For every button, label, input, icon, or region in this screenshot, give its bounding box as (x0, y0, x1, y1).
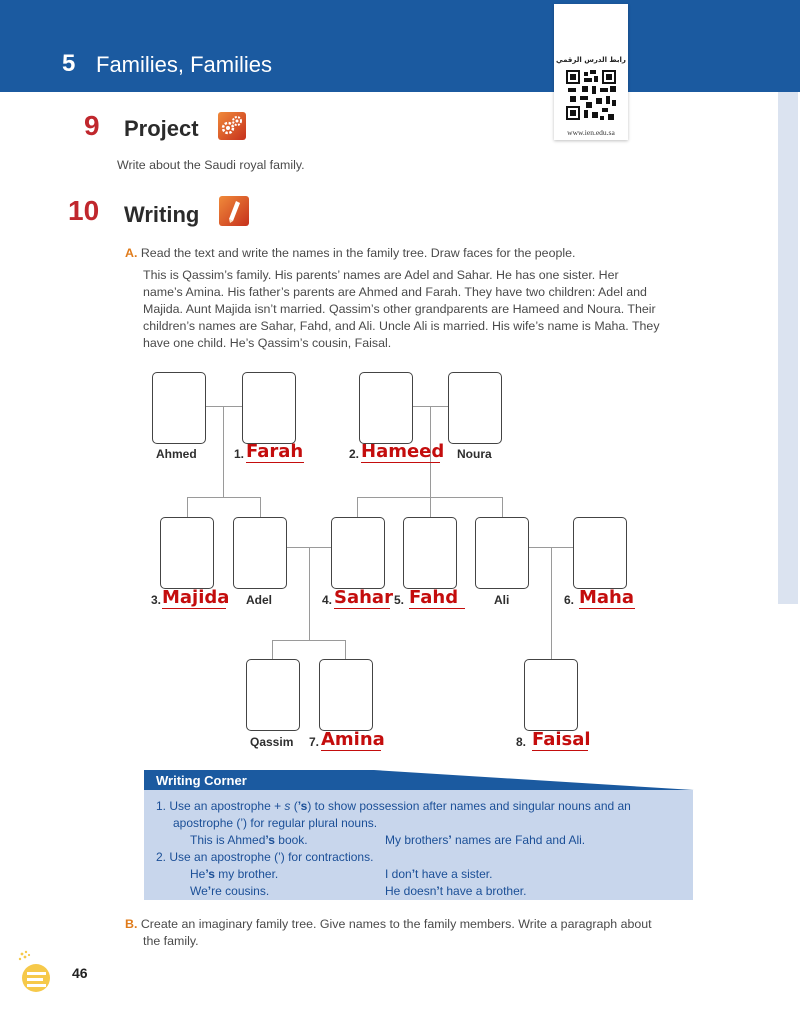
blank-answer[interactable]: Majida (162, 587, 230, 608)
blank-number: 3. (151, 593, 162, 607)
blank-answer[interactable]: Fahd (409, 588, 465, 609)
project-number: 9 (84, 110, 100, 141)
example-sentence: This is Ahmed’s book. (190, 833, 308, 847)
example-sentence: He’s my brother. (190, 867, 279, 881)
part-b-instruction: B. Create an imaginary family tree. Give names to the family members. Write a paragraph about (125, 917, 652, 931)
name-label: Qassim (250, 735, 294, 749)
rule-2: 2. Use an apostrophe (’) for contractions. (156, 850, 374, 864)
project-title: Project (124, 116, 199, 141)
passage-line: have one child. He’s Qassim’s cousin, Faisal. (143, 336, 392, 350)
tree-connector (430, 497, 431, 517)
tree-connector (260, 497, 261, 517)
portrait-frame[interactable] (160, 517, 214, 589)
portrait-frame[interactable] (233, 517, 287, 589)
portrait-frame[interactable] (475, 517, 529, 589)
example-sentence: I don’t have a sister. (385, 867, 493, 881)
tree-connector (272, 640, 346, 641)
rule-1-line-1: 1. Use an apostrophe + s (’s) to show possession after names and singular nouns and an (156, 799, 631, 813)
example-sentence: We’re cousins. (190, 884, 270, 898)
example-sentence: My brothers’ names are Fahd and Ali. (385, 833, 586, 847)
unit-number: 5 (62, 50, 76, 77)
qr-title: رابط الدرس الرقمي (556, 56, 626, 64)
blank-number: 8. (516, 735, 527, 749)
side-margin-bar (778, 92, 798, 604)
passage-line: name’s Amina. His father’s parents are Ahmed and Farah. They have two children: Adel and (143, 285, 647, 299)
part-b-letter: B. (125, 917, 138, 931)
example-sentence: He doesn’t have a brother. (385, 884, 527, 898)
tree-connector (357, 497, 358, 517)
portrait-frame[interactable] (403, 517, 457, 589)
name-label: Ali (494, 593, 510, 607)
page-number: 46 (72, 965, 88, 981)
blank-number: 7. (309, 735, 320, 749)
writing-number: 10 (68, 195, 100, 226)
name-label: Ahmed (156, 447, 197, 461)
unit-header-band (0, 0, 800, 92)
portrait-frame[interactable] (152, 372, 206, 444)
name-label: Adel (246, 593, 273, 607)
passage-line: Majida. Aunt Majida isn’t married. Qassim’s other grandparents are Hameed and Noura. Their (143, 302, 656, 316)
portrait-frame[interactable] (359, 372, 413, 444)
part-a-instruction: Read the text and write the names in the family tree. Draw faces for the people. (140, 246, 576, 260)
pencil-icon (219, 196, 249, 226)
blank-answer[interactable]: Amina (321, 729, 385, 750)
blank-answer[interactable]: Maha (579, 587, 635, 608)
publisher-logo-icon (18, 950, 54, 994)
tree-connector (551, 547, 552, 659)
part-a-passage (143, 267, 660, 352)
project-instruction: Write about the Saudi royal family. (117, 158, 305, 172)
part-a-letter: A. (125, 246, 138, 260)
writing-title: Writing (124, 202, 200, 227)
tree-connector (187, 497, 261, 498)
writing-corner-title: Writing Corner (156, 773, 247, 788)
portrait-frame[interactable] (246, 659, 300, 731)
blank-answer[interactable]: Farah (246, 441, 304, 462)
blank-answer[interactable]: Sahar (334, 587, 393, 608)
portrait-frame[interactable] (524, 659, 578, 731)
passage-line: children’s names are Sahar, Fahd, and Ali. Uncle Ali is married. His wife’s name is Maha. They (143, 319, 660, 333)
tree-connector (223, 406, 224, 497)
qr-card[interactable] (554, 4, 628, 140)
part-a-instruction-row (125, 245, 575, 262)
blank-number: 4. (322, 593, 333, 607)
qr-url: www.ien.edu.sa (567, 128, 615, 137)
part-b-instruction-line-2: the family. (143, 934, 199, 948)
unit-title: Families, Families (96, 52, 273, 77)
tree-connector (502, 497, 503, 517)
blank-answer[interactable]: Hameed (361, 441, 445, 462)
tree-connector (345, 640, 346, 659)
portrait-frame[interactable] (573, 517, 627, 589)
passage-line: This is Qassim’s family. His parents’ names are Adel and Sahar. He has one sister. Her (143, 268, 619, 282)
tree-connector (206, 406, 242, 407)
portrait-frame[interactable] (331, 517, 385, 589)
name-label: Noura (457, 447, 492, 461)
tree-connector (309, 547, 310, 640)
writing-corner-box (144, 790, 693, 900)
portrait-frame[interactable] (242, 372, 296, 444)
portrait-frame[interactable] (448, 372, 502, 444)
blank-number: 6. (564, 593, 575, 607)
blank-answer[interactable]: Faisal (532, 729, 591, 750)
tree-connector (272, 640, 273, 659)
rule-1-line-2: apostrophe (’) for regular plural nouns. (173, 816, 378, 830)
blank-number: 1. (234, 447, 245, 461)
blank-number: 5. (394, 593, 405, 607)
blank-number: 2. (349, 447, 360, 461)
tree-connector (187, 497, 188, 517)
gears-icon (218, 112, 246, 140)
qr-code-icon[interactable] (566, 70, 616, 120)
portrait-frame[interactable] (319, 659, 373, 731)
